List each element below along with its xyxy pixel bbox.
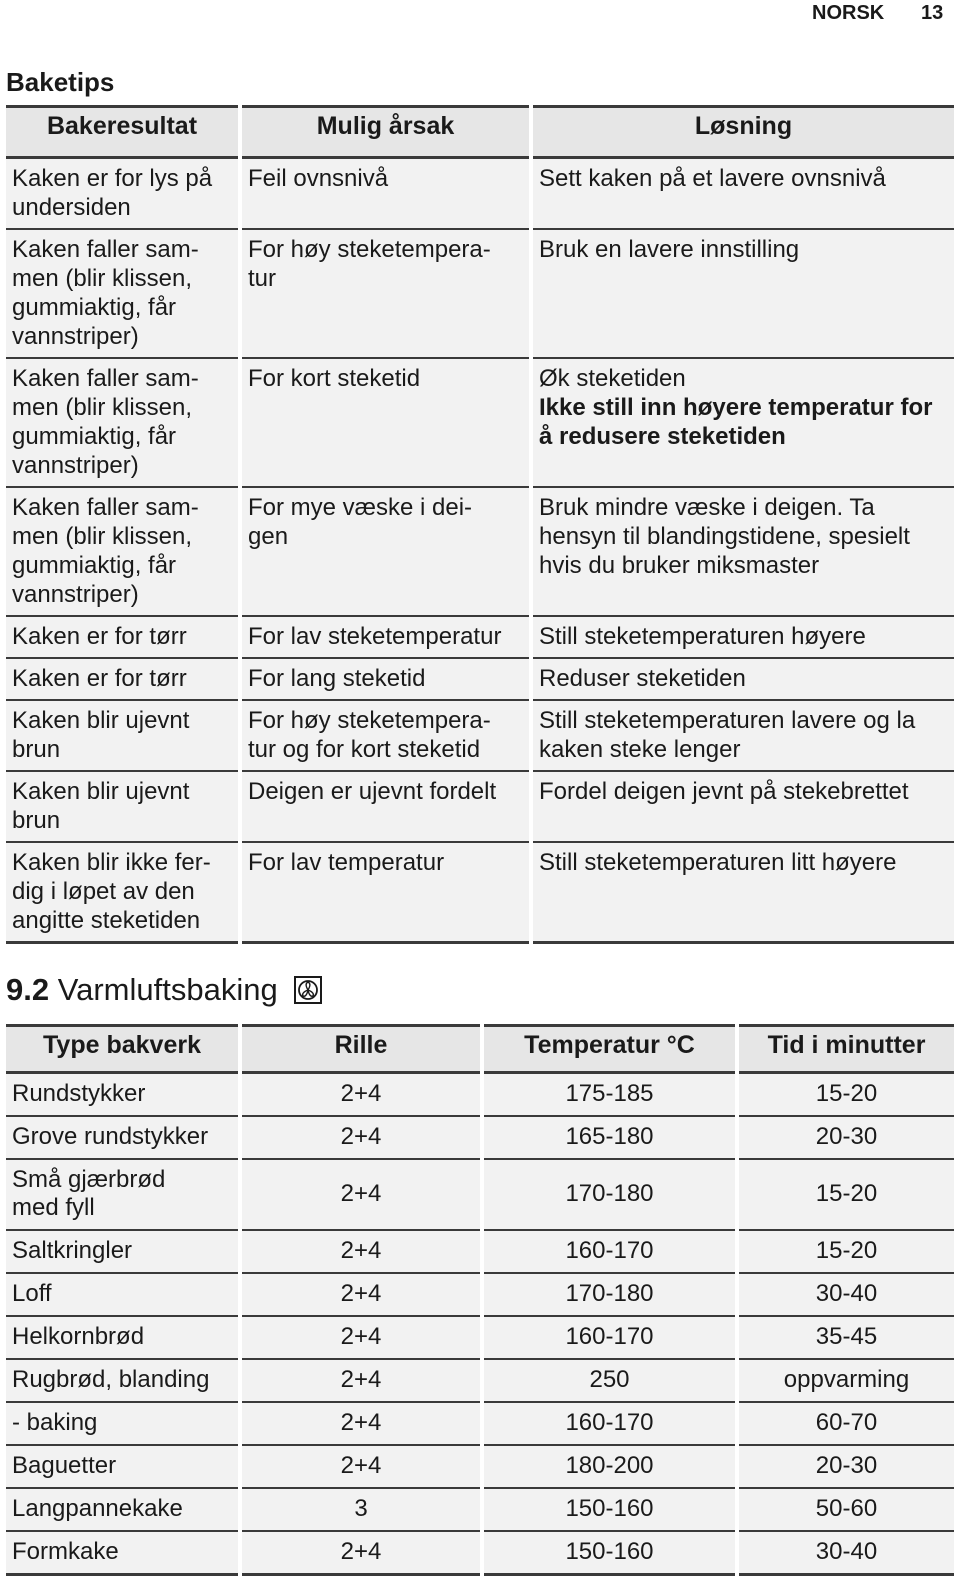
tips-cause: For høy steketempera- tur — [240, 229, 531, 358]
baking-shelf: 2+4 — [240, 1359, 482, 1402]
baking-col-temp: Temperatur °C — [482, 1026, 737, 1073]
tips-result: Kaken blir ujevnt brun — [6, 700, 240, 771]
tips-cause: For lav temperatur — [240, 842, 531, 943]
tips-solution — [531, 229, 954, 358]
baking-time: 30-40 — [737, 1273, 954, 1316]
tips-solution — [531, 487, 954, 616]
tips-solution-text: Still steketemperaturen litt høyere — [539, 849, 897, 876]
baking-shelf: 2+4 — [240, 1445, 482, 1488]
tips-solution-text: Still steketemperaturen lavere og la kaken steke lenger — [539, 707, 916, 763]
baking-temperature: 175-185 — [482, 1073, 737, 1117]
tips-result: Kaken er for tørr — [6, 616, 240, 658]
baking-time: 15-20 — [737, 1230, 954, 1273]
baking-shelf: 2+4 — [240, 1073, 482, 1117]
table-row — [6, 1402, 954, 1445]
tips-solution — [531, 771, 954, 842]
baking-time: 20-30 — [737, 1116, 954, 1159]
tips-result: Kaken faller sam- men (blir klissen, gummiaktig, får vannstriper) — [6, 229, 240, 358]
baking-temperature: 170-180 — [482, 1159, 737, 1230]
tips-section-title: Baketips — [6, 67, 115, 97]
tips-solution-text: Reduser steketiden — [539, 665, 746, 692]
tips-solution-text: Fordel deigen jevnt på stekebrettet — [539, 778, 909, 805]
tips-solution — [531, 658, 954, 700]
table-row — [6, 616, 954, 658]
tips-solution-text: Bruk mindre væske i deigen. Ta hensyn til blandingstidene, spesielt hvis du bruker miksmaster — [539, 494, 910, 579]
page-header — [0, 2, 960, 26]
baking-col-type: Type bakverk — [6, 1026, 240, 1073]
tips-solution — [531, 616, 954, 658]
table-row — [6, 1488, 954, 1531]
tips-solution-warning: Ikke still inn høyere temperatur for å redusere steketiden — [539, 394, 933, 450]
baking-shelf: 2+4 — [240, 1230, 482, 1273]
tips-result: Kaken er for tørr — [6, 658, 240, 700]
baking-temperature: 160-170 — [482, 1402, 737, 1445]
tips-solution-text: Bruk en lavere innstilling — [539, 236, 800, 263]
section-number: 9.2 — [6, 972, 50, 1007]
header-language: NORSK — [812, 2, 885, 24]
tips-col-result: Bakeresultat — [6, 107, 240, 158]
baking-shelf: 2+4 — [240, 1159, 482, 1230]
baking-type: - baking — [6, 1402, 240, 1445]
table-row — [6, 1273, 954, 1316]
baking-tips-table — [6, 105, 954, 944]
table-row — [6, 771, 954, 842]
baking-type: Langpannekake — [6, 1488, 240, 1531]
baking-temperature: 170-180 — [482, 1273, 737, 1316]
tips-cause: For kort steketid — [240, 358, 531, 487]
tips-cause: For høy steketempera- tur og for kort steketid — [240, 700, 531, 771]
tips-result: Kaken faller sam- men (blir klissen, gummiaktig, får vannstriper) — [6, 487, 240, 616]
baking-col-shelf: Rille — [240, 1026, 482, 1073]
section-title-text: Varmluftsbaking — [57, 972, 278, 1007]
table-row — [6, 1230, 954, 1273]
tips-result: Kaken blir ikke fer- dig i løpet av den angitte steketiden — [6, 842, 240, 943]
baking-shelf: 2+4 — [240, 1273, 482, 1316]
table-row — [6, 358, 954, 487]
convection-baking-table — [6, 1024, 954, 1576]
table-row — [6, 1445, 954, 1488]
tips-solution-text: Still steketemperaturen høyere — [539, 623, 866, 650]
tips-solution-text: Øk steketiden — [539, 365, 686, 392]
baking-shelf: 2+4 — [240, 1402, 482, 1445]
tips-result: Kaken er for lys på undersiden — [6, 158, 240, 230]
table-row — [6, 229, 954, 358]
tips-solution — [531, 158, 954, 230]
table-row — [6, 1316, 954, 1359]
baking-time: 50-60 — [737, 1488, 954, 1531]
baking-type: Rundstykker — [6, 1073, 240, 1117]
tips-solution-text: Sett kaken på et lavere ovnsnivå — [539, 165, 886, 192]
tips-cause: For mye væske i dei- gen — [240, 487, 531, 616]
header-page-number: 13 — [921, 2, 944, 24]
tips-cause: For lav steketemperatur — [240, 616, 531, 658]
fan-icon — [294, 976, 322, 1004]
baking-time: 30-40 — [737, 1531, 954, 1575]
baking-type: Saltkringler — [6, 1230, 240, 1273]
tips-solution — [531, 358, 954, 487]
baking-time: 15-20 — [737, 1073, 954, 1117]
tips-col-solution: Løsning — [531, 107, 954, 158]
table-row — [6, 1159, 954, 1230]
table-row — [6, 700, 954, 771]
baking-shelf: 2+4 — [240, 1316, 482, 1359]
baking-type: Baguetter — [6, 1445, 240, 1488]
baking-temperature: 150-160 — [482, 1488, 737, 1531]
baking-temperature: 150-160 — [482, 1531, 737, 1575]
table-row — [6, 487, 954, 616]
tips-col-cause: Mulig årsak — [240, 107, 531, 158]
tips-solution — [531, 700, 954, 771]
baking-time: 15-20 — [737, 1159, 954, 1230]
baking-type: Grove rundstykker — [6, 1116, 240, 1159]
baking-temperature: 180-200 — [482, 1445, 737, 1488]
baking-time: oppvarming — [737, 1359, 954, 1402]
baking-temperature: 160-170 — [482, 1230, 737, 1273]
table-row — [6, 158, 954, 230]
tips-cause: Feil ovnsnivå — [240, 158, 531, 230]
baking-type: Helkornbrød — [6, 1316, 240, 1359]
table-row — [6, 1116, 954, 1159]
baking-type: Rugbrød, blanding — [6, 1359, 240, 1402]
baking-type: Loff — [6, 1273, 240, 1316]
baking-type: Formkake — [6, 1531, 240, 1575]
tips-header-row — [6, 107, 954, 158]
tips-cause: For lang steketid — [240, 658, 531, 700]
table-row — [6, 842, 954, 943]
baking-shelf: 3 — [240, 1488, 482, 1531]
tips-cause: Deigen er ujevnt fordelt — [240, 771, 531, 842]
baking-header-row — [6, 1026, 954, 1073]
baking-col-time: Tid i minutter — [737, 1026, 954, 1073]
table-row — [6, 1073, 954, 1117]
table-row — [6, 658, 954, 700]
baking-time: 35-45 — [737, 1316, 954, 1359]
table-row — [6, 1531, 954, 1575]
baking-shelf: 2+4 — [240, 1531, 482, 1575]
tips-result: Kaken faller sam- men (blir klissen, gummiaktig, får vannstriper) — [6, 358, 240, 487]
baking-time: 20-30 — [737, 1445, 954, 1488]
tips-solution — [531, 842, 954, 943]
baking-shelf: 2+4 — [240, 1116, 482, 1159]
table-row — [6, 1359, 954, 1402]
baking-type — [6, 1159, 240, 1230]
baking-temperature: 165-180 — [482, 1116, 737, 1159]
baking-time: 60-70 — [737, 1402, 954, 1445]
baking-section-title — [6, 972, 322, 1008]
baking-temperature: 160-170 — [482, 1316, 737, 1359]
tips-result: Kaken blir ujevnt brun — [6, 771, 240, 842]
baking-temperature: 250 — [482, 1359, 737, 1402]
baking-type-text: Små gjærbrød med fyll — [12, 1166, 166, 1221]
